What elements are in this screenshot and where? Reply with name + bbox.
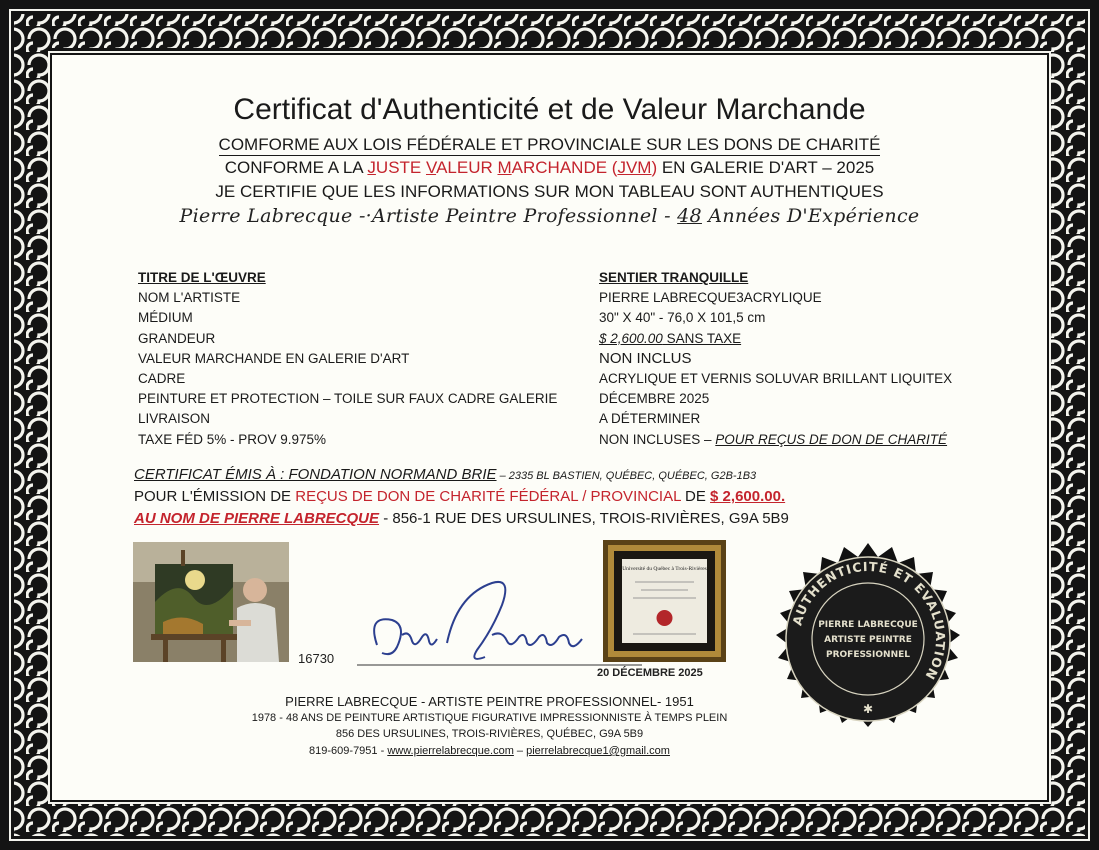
diploma-frame [603, 540, 726, 662]
issued-to-line [134, 466, 756, 483]
fmv-close: ) [651, 158, 658, 177]
artist-script-line [52, 205, 1047, 227]
label-size: GRANDEUR [138, 330, 216, 346]
market-value-suffix: SANS TAXE [662, 330, 742, 346]
artwork-title-label: TITRE DE L'ŒUVRE [138, 270, 266, 285]
fmv-prefix: CONFORME A LA [224, 158, 368, 177]
label-finish: PEINTURE ET PROTECTION – TOILE SUR FAUX CADRE GALERIE [138, 391, 558, 407]
artwork-title: SENTIER TRANQUILLE [599, 270, 749, 285]
value-market [599, 329, 952, 349]
script-artist: Pierre Labrecque -·Artiste Peintre Professionnel - [179, 205, 678, 227]
label-delivery: LIVRAISON [138, 411, 211, 427]
beneficiary-name: AU NOM DE PIERRE LABRECQUE [134, 510, 380, 527]
issued-to-address: – 2335 BL BASTIEN, QUÉBEC, QUÉBEC, G2B-1B3 [496, 470, 757, 482]
purpose-prefix: POUR L'ÉMISSION DE [134, 488, 296, 505]
artist-photo [133, 542, 289, 662]
script-experience: Années D'Expérience [701, 205, 920, 227]
compliance-line [52, 135, 1047, 155]
seal-ring-text: AUTHENTICITÉ ET EVALUATION [789, 558, 949, 683]
serial-number: 16730 [298, 651, 335, 666]
footer-contact [52, 745, 927, 757]
value-tax [599, 430, 952, 450]
fmv-jvm: JVM [617, 158, 652, 177]
fmv-j: J [367, 158, 376, 177]
artist-photo-image [133, 542, 289, 662]
label-tax: TAXE FÉD 5% - PROV 9.975% [138, 431, 327, 447]
certification-statement: JE CERTIFIE QUE LES INFORMATIONS SUR MON TABLEAU SONT AUTHENTIQUES [215, 182, 884, 201]
seal-line-2: ARTISTE PEINTRE [824, 635, 912, 645]
compliance-text: COMFORME AUX LOIS FÉDÉRALE ET PROVINCIALE SUR LES DONS DE CHARITÉ [218, 135, 881, 154]
label-value: VALEUR MARCHANDE EN GALERIE D'ART [138, 350, 410, 366]
value-artist: PIERRE LABRECQUE3ACRYLIQUE [599, 290, 822, 306]
footer-phone: 819-609-7951 - [309, 745, 388, 757]
purpose-mid: DE [680, 488, 711, 505]
label-frame: CADRE [138, 371, 186, 387]
beneficiary-line [134, 510, 789, 527]
tax-prefix: NON INCLUSES – [599, 431, 716, 447]
footer-address: 856 DES URSULINES, TROIS-RIVIÈRES, QUÉBEC, G9A 5B9 [335, 728, 644, 740]
certificate-title: Certificat d'Authenticité et de Valeur Marchande [233, 93, 866, 126]
artist-signature [297, 575, 647, 685]
seal-star-icon: ✱ [862, 702, 874, 716]
fmv-suffix: EN GALERIE D'ART – 2025 [657, 158, 875, 177]
beneficiary-address: - 856-1 RUE DES URSULINES, TROIS-RIVIÈRES, G9A 5B9 [379, 510, 789, 527]
diploma-image [603, 540, 726, 662]
value-delivery: A DÉTERMINER [599, 411, 701, 427]
signature-date: 20 DÉCEMBRE 2025 [597, 667, 703, 679]
fmv-m: M [497, 158, 512, 177]
tax-note: POUR REÇUS DE DON DE CHARITÉ [715, 431, 948, 447]
details-values [599, 268, 952, 450]
issued-to-label: CERTIFICAT ÉMIS À : FONDATION NORMAND BRIE [134, 466, 497, 483]
certificate-paper [52, 55, 1047, 800]
seal-line-3: PROFESSIONNEL [826, 650, 910, 660]
purpose-amount: $ 2,600.00. [710, 488, 786, 505]
signature-area [297, 575, 647, 685]
diploma-university: Université du Québec à Trois-Rivières [622, 566, 707, 572]
value-finish: ACRYLIQUE ET VERNIS SOLUVAR BRILLANT LIQUITEX [599, 371, 953, 387]
value-frame: NON INCLUS [599, 349, 692, 367]
email-link[interactable]: pierrelabrecque1@gmail.com [526, 745, 670, 757]
value-size: 30" X 40" - 76,0 X 101,5 cm [599, 310, 766, 326]
fmv-v: V [425, 158, 437, 177]
website-link[interactable]: www.pierrelabrecque.com [387, 745, 514, 757]
fmv-valeur: ALEUR [436, 158, 498, 177]
label-artist: NOM L'ARTISTE [138, 290, 241, 306]
script-years: 48 [677, 205, 702, 227]
fmv-juste: USTE [375, 158, 426, 177]
details-labels [138, 268, 557, 450]
footer-artist: PIERRE LABRECQUE - ARTISTE PEINTRE PROFESSIONNEL- 1951 [285, 694, 694, 709]
label-medium: MÉDIUM [138, 310, 193, 326]
footer-experience: 1978 - 48 ANS DE PEINTURE ARTISTIQUE FIGURATIVE IMPRESSIONNISTE À TEMPS PLEIN [251, 712, 728, 724]
purpose-receipts: REÇUS DE DON DE CHARITÉ FÉDÉRAL / PROVINCIAL [295, 488, 681, 505]
fmv-marchande: ARCHANDE ( [511, 158, 618, 177]
value-delivery-date: DÉCEMBRE 2025 [599, 391, 710, 407]
market-value-amount: $ 2,600.00 [599, 330, 663, 346]
purpose-line [134, 488, 785, 505]
footer-separator: – [513, 745, 527, 757]
fair-market-value-line [52, 158, 1047, 178]
seal-line-1: PIERRE LABRECQUE [818, 620, 918, 630]
